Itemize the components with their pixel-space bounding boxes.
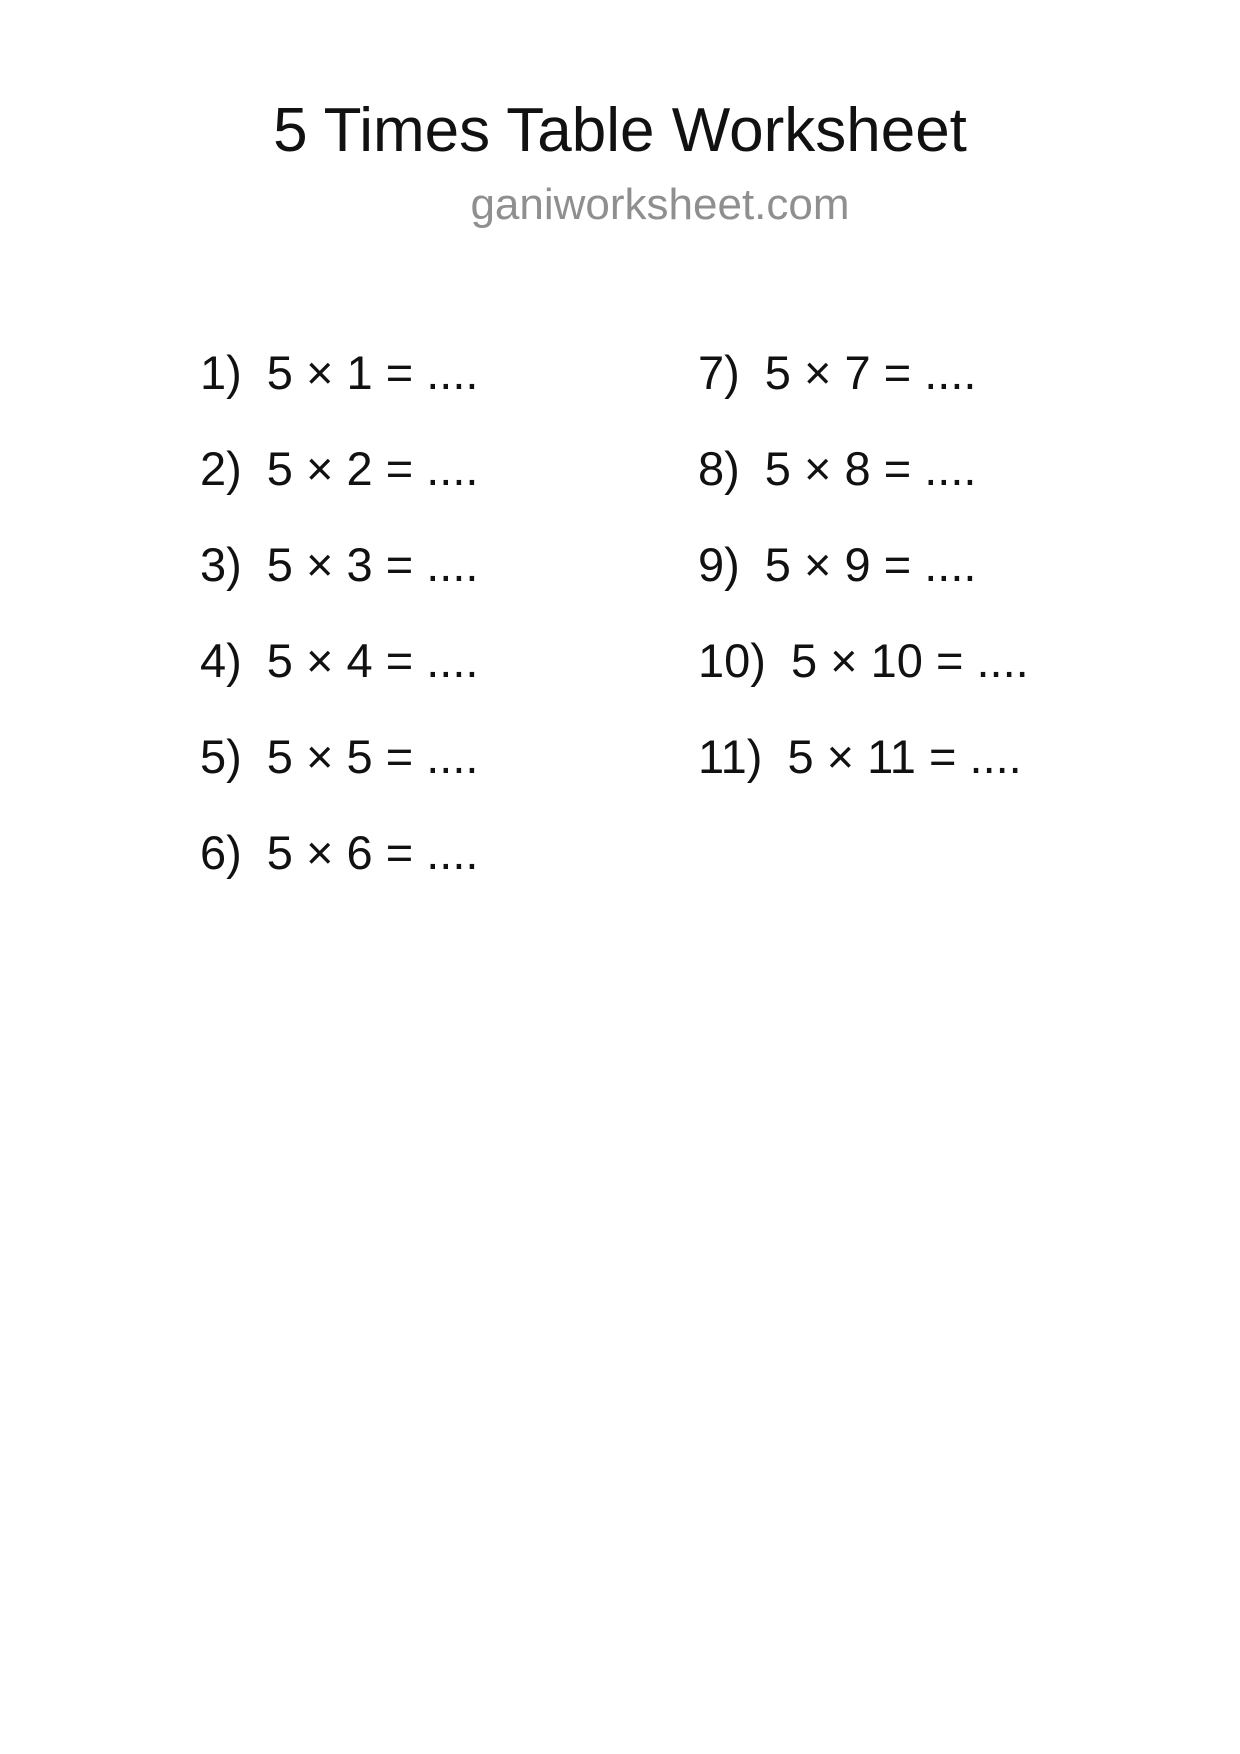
- problem-item-5: [200, 732, 478, 828]
- problem-number: 7): [698, 346, 740, 399]
- problem-expression: 5 × 6 = ....: [266, 826, 479, 879]
- problem-number: 1): [200, 346, 242, 399]
- problem-item-9: [698, 540, 1029, 636]
- problem-number: 3): [200, 538, 242, 591]
- problem-item-4: [200, 636, 478, 732]
- problem-item-8: [698, 444, 1029, 540]
- problem-expression: 5 × 5 = ....: [266, 730, 479, 783]
- problem-item-6: [200, 828, 478, 924]
- problem-expression: 5 × 8 = ....: [764, 442, 977, 495]
- problem-expression: 5 × 3 = ....: [266, 538, 479, 591]
- problem-item-10: [698, 636, 1029, 732]
- site-watermark: ganiworksheet.com: [470, 180, 850, 229]
- page-title: 5 Times Table Worksheet: [273, 96, 967, 165]
- problem-number: 9): [698, 538, 740, 591]
- problem-number: 11): [698, 730, 763, 783]
- problem-number: 8): [698, 442, 740, 495]
- problem-expression: 5 × 10 = ....: [790, 634, 1029, 687]
- problem-item-3: [200, 540, 478, 636]
- problem-item-2: [200, 444, 478, 540]
- problem-number: 6): [200, 826, 242, 879]
- problem-number: 10): [698, 634, 766, 687]
- problem-item-7: [698, 348, 1029, 444]
- problem-expression: 5 × 4 = ....: [266, 634, 479, 687]
- problem-item-11: [698, 732, 1029, 828]
- problem-number: 5): [200, 730, 242, 783]
- problem-expression: 5 × 9 = ....: [764, 538, 977, 591]
- problems-right-column: [698, 348, 1029, 828]
- problem-expression: 5 × 1 = ....: [266, 346, 479, 399]
- problem-expression: 5 × 2 = ....: [266, 442, 479, 495]
- problems-left-column: [200, 348, 478, 924]
- problem-number: 2): [200, 442, 242, 495]
- problem-number: 4): [200, 634, 242, 687]
- problem-expression: 5 × 11 = ....: [787, 730, 1022, 783]
- problem-expression: 5 × 7 = ....: [764, 346, 977, 399]
- problem-item-1: [200, 348, 478, 444]
